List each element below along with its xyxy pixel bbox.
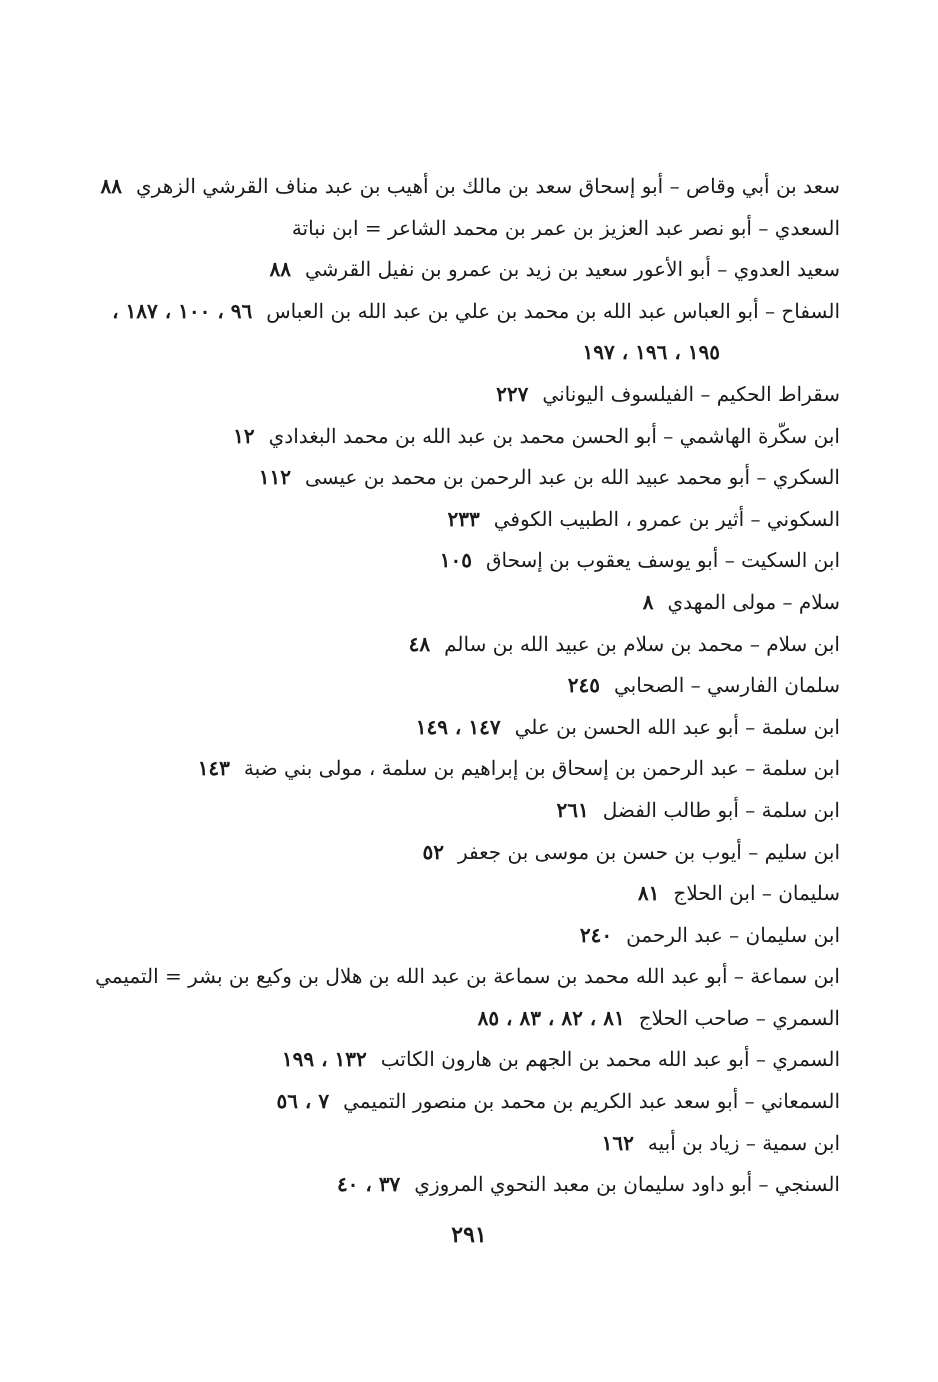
index-entry <box>150 665 840 707</box>
entry-text: سقراط الحكيم – الفيلسوف اليوناني <box>542 381 840 406</box>
index-entry <box>150 208 840 250</box>
entry-pages: ٣٧ ، ٤٠ <box>336 1172 401 1197</box>
page-number: ٢٩١ <box>451 1222 487 1248</box>
entry-text: ابن سماعة – أبو عبد الله محمد بن سماعة بن عبد الله بن هلال بن وكيع بن بشر = التميمي <box>95 964 840 989</box>
entry-text: ابن سليم – أيوب بن حسن بن موسى بن جعفر <box>457 839 840 864</box>
index-entry <box>150 707 840 749</box>
entry-pages: ٢٢٧ <box>496 381 529 406</box>
entry-pages: ٢٤٥ <box>567 673 601 698</box>
entry-text: السكوني – أثير بن عمرو ، الطبيب الكوفي <box>493 506 840 531</box>
entry-pages: ١٤٧ ، ١٤٩ <box>415 714 501 739</box>
index-entry <box>150 1039 840 1081</box>
entry-pages: ٤٨ <box>408 631 431 656</box>
entry-text: السفاح – أبو العباس عبد الله بن محمد بن علي بن عبد الله بن العباس <box>266 298 840 323</box>
index-entry <box>150 915 840 957</box>
index-entry <box>150 1164 840 1206</box>
index-entries <box>95 166 840 1206</box>
index-entry <box>150 540 840 582</box>
entry-text: السمري – صاحب الحلاج <box>638 1005 840 1030</box>
entry-pages: ٢٦١ <box>556 797 589 822</box>
entry-text: السعدي – أبو نصر عبد العزيز بن عمر بن محمد الشاعر = ابن نباتة <box>291 215 840 240</box>
index-entry <box>150 249 840 291</box>
index-entry <box>150 790 840 832</box>
entry-pages: ٨ <box>642 589 654 614</box>
index-entry <box>150 374 840 416</box>
entry-text: ابن سلمة – عبد الرحمن بن إسحاق بن إبراهيم بن سلمة ، مولى بني ضبة <box>243 756 840 781</box>
index-entry <box>150 1081 840 1123</box>
index-entry-continuation <box>150 332 840 374</box>
entry-pages: ٩٦ ، ١٠٠ ، ١٨٧ ، <box>112 298 253 323</box>
index-entry <box>95 956 840 998</box>
index-entry <box>150 457 840 499</box>
entry-pages: ١٩٥ ، ١٩٦ ، ١٩٧ <box>582 340 720 365</box>
index-entry <box>150 748 840 790</box>
entry-text: ابن سلمة – أبو طالب الفضل <box>602 797 840 822</box>
entry-text: ابن السكيت – أبو يوسف يعقوب بن إسحاق <box>486 548 840 573</box>
entry-pages: ١٦٢ <box>601 1130 634 1155</box>
entry-text: سليمان – ابن الحلاج <box>673 881 840 906</box>
entry-pages: ٢٣٣ <box>447 506 480 531</box>
entry-pages: ٨١ <box>637 881 660 906</box>
entry-text: سلام – مولى المهدي <box>667 589 840 614</box>
entry-pages: ٨١ ، ٨٢ ، ٨٣ ، ٨٥ <box>477 1005 625 1030</box>
entry-text: ابن سليمان – عبد الرحمن <box>626 922 840 947</box>
entry-text: السنجي – أبو داود سليمان بن معبد النحوي المروزي <box>414 1172 840 1197</box>
entry-text: سلمان الفارسي – الصحابي <box>614 673 840 698</box>
entry-pages: ١٢ <box>233 423 255 448</box>
entry-text: السمري – أبو عبد الله محمد بن الجهم بن هارون الكاتب <box>380 1047 840 1072</box>
entry-pages: ٨٨ <box>269 257 291 282</box>
index-entry <box>150 998 840 1040</box>
index-entry <box>150 624 840 666</box>
index-entry <box>150 582 840 624</box>
index-entry <box>150 416 840 458</box>
index-entry <box>150 832 840 874</box>
entry-text: سعيد العدوي – أبو الأعور سعيد بن زيد بن عمرو بن نفيل القرشي <box>305 257 840 282</box>
entry-pages: ٢٤٠ <box>579 922 613 947</box>
index-entry <box>100 166 840 208</box>
entry-pages: ١٤٣ <box>197 756 230 781</box>
index-entry <box>150 1123 840 1165</box>
entry-pages: ١١٢ <box>258 465 291 490</box>
entry-text: السكري – أبو محمد عبيد الله بن عبد الرحمن بن محمد بن عيسى <box>305 465 840 490</box>
entry-text: سعد بن أبي وقاص – أبو إسحاق سعد بن مالك بن أهيب بن عبد مناف القرشي الزهري <box>136 174 840 198</box>
entry-text: ابن سلام – محمد بن سلام بن عبيد الله بن سالم <box>444 631 840 656</box>
index-entry <box>150 873 840 915</box>
entry-text: ابن سلمة – أبو عبد الله الحسن بن علي <box>514 714 840 739</box>
entry-text: ابن سكّرة الهاشمي – أبو الحسن محمد بن عبد الله بن محمد البغدادي <box>268 423 840 448</box>
entry-pages: ٥٢ <box>422 839 444 864</box>
entry-pages: ١٣٢ ، ١٩٩ <box>281 1047 367 1072</box>
entry-text: ابن سمية – زياد بن أبيه <box>647 1130 840 1155</box>
index-entry <box>112 291 840 333</box>
entry-text: السمعاني – أبو سعد عبد الكريم بن محمد بن منصور التميمي <box>343 1089 840 1114</box>
entry-pages: ١٠٥ <box>439 548 472 573</box>
index-entry <box>150 499 840 541</box>
entry-pages: ٨٨ <box>100 174 122 198</box>
entry-pages: ٧ ، ٥٦ <box>276 1089 330 1114</box>
